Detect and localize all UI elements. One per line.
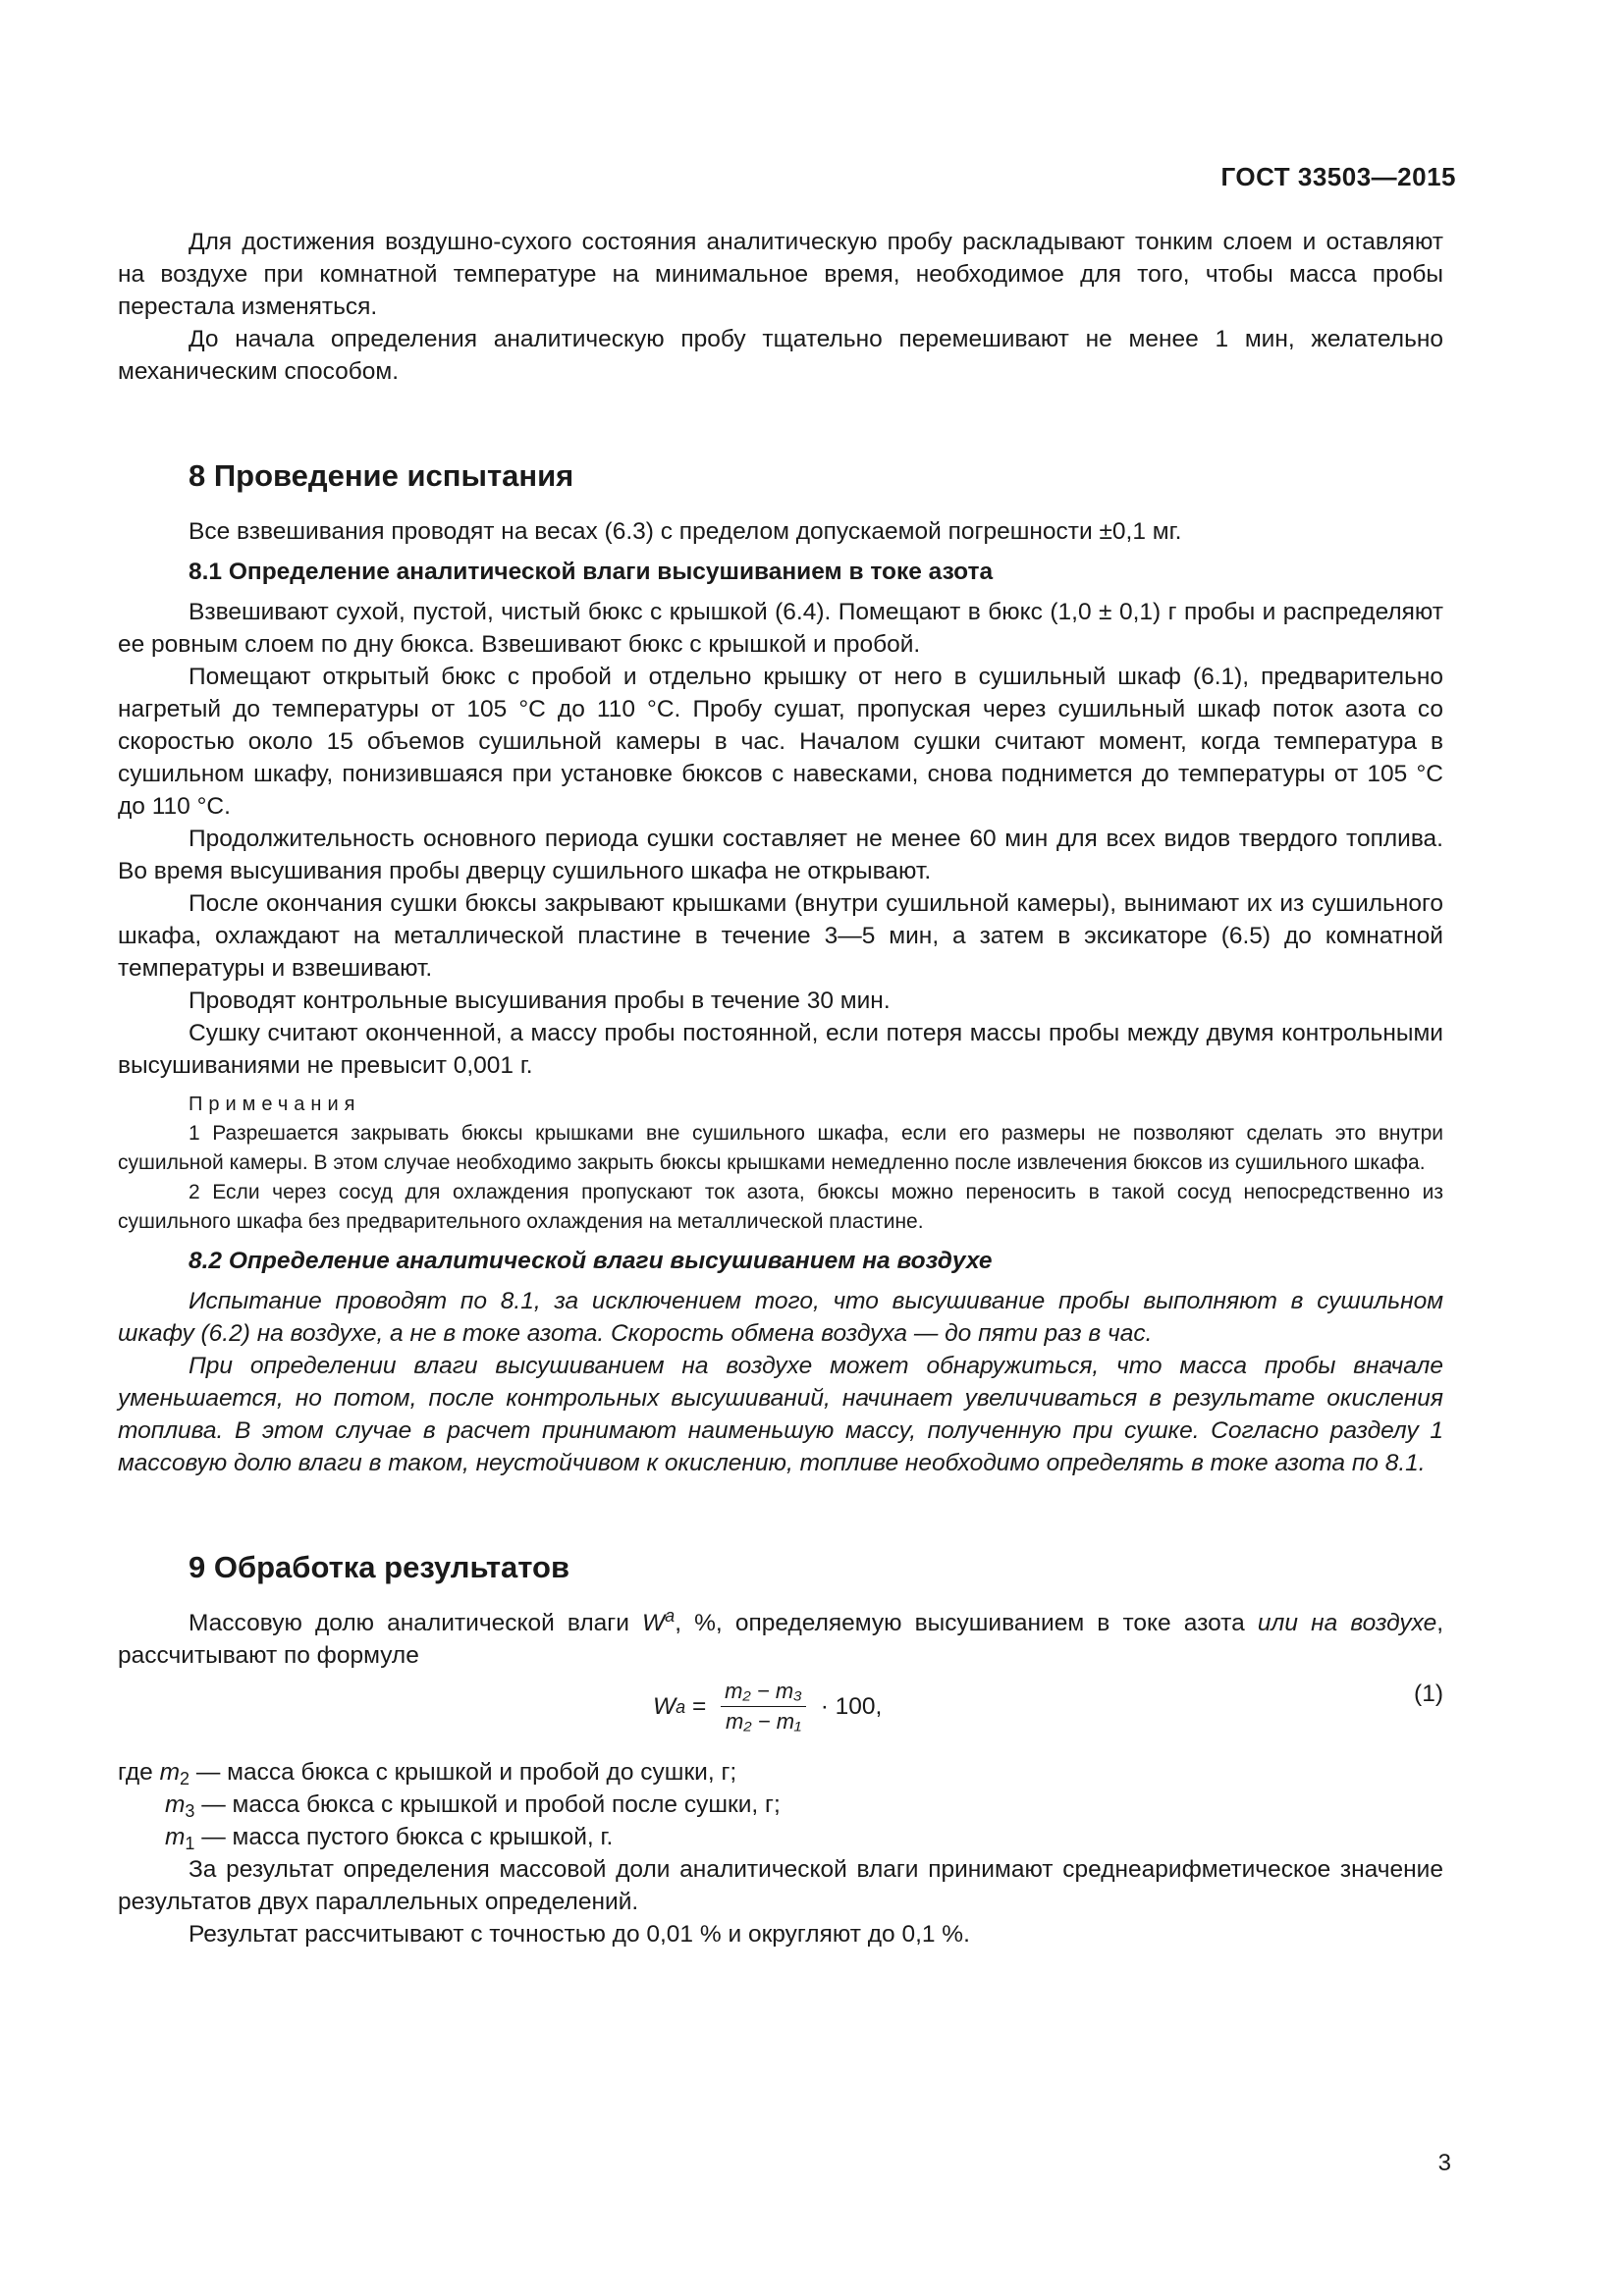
page-number: 3 (1437, 2150, 1451, 2176)
formula-expression: W a = $\frac{\text{m₂ − m₃}}{\text{m₂ − m₁}}$ · 100, (653, 1679, 883, 1734)
note-2: 2 Если через сосуд для охлаждения пропускают ток азота, бюксы можно переносить в такой сосуд непосредственно из сушильного шкафа без предварительного охлаждения на металлической пластине. (118, 1181, 1443, 1233)
formula-numerator: m₂ − m₃ (721, 1678, 806, 1707)
section-9-paragraph-3: Результат рассчитывают с точностью до 0,01 % и округляют до 0,1 %. (189, 1921, 970, 1948)
variable-definitions (118, 1756, 1443, 1853)
formula-denominator: m₂ − m₁ (725, 1709, 802, 1734)
section-8-title: 8 Проведение испытания (189, 458, 574, 493)
variable-definition: $m_1$ — масса пустого бюкса с крышкой, г. (165, 1824, 614, 1853)
intro-paragraph-1: Для достижения воздушно-сухого состояния аналитическую пробу раскладывают тонким слоем и оставляют на воздухе при комнатной температуре на минимальное время, необходимое для того, чтобы масса пробы перестала изменяться. (118, 229, 1443, 320)
section-9-title: 9 Обработка результатов (189, 1550, 570, 1584)
s81-paragraph: Продолжительность основного периода сушки составляет не менее 60 мин для всех видов твердого топлива. Во время высушивания пробы дверцу сушильного шкафа не открывают. (118, 826, 1443, 884)
standard-code: ГОСТ 33503—2015 (1220, 162, 1456, 191)
formula-fraction (721, 1678, 806, 1735)
s81-paragraph: Взвешивают сухой, пустой, чистый бюкс с крышкой (6.4). Помещают в бюкс (1,0 ± 0,1) г пробы и распределяют ее ровным слоем по дну бюкса. Взвешивают бюкс с крышкой и пробой. (118, 599, 1443, 658)
subsection-8-2-title: 8.2 Определение аналитической влаги высушиванием на воздухе (189, 1248, 993, 1274)
s81-paragraph: Сушку считают оконченной, а массу пробы постоянной, если потеря массы пробы между двумя контрольными высушиваниями не превысит 0,001 г. (118, 1020, 1443, 1079)
section-9-paragraph-2: За результат определения массовой доли аналитической влаги принимают среднеарифметическое значение результатов двух параллельных определений. (118, 1856, 1443, 1915)
intro-paragraph-2: До начала определения аналитическую пробу тщательно перемешивают не менее 1 мин, желательно механическим способом. (118, 326, 1443, 385)
document-body (118, 226, 1443, 1950)
variable-definition: где $m_2$ — масса бюкса с крышкой и пробой до сушки, г; (118, 1759, 737, 1789)
note-1: 1 Разрешается закрывать бюксы крышками вне сушильного шкафа, если его размеры не позволяют сделать это внутри сушильной камеры. В этом случае необходимо закрыть бюксы крышками немедленно после извлечения бюксов из сушильного шкафа. (118, 1122, 1443, 1174)
subsection-8-1-title: 8.1 Определение аналитической влаги высушиванием в токе азота (189, 559, 994, 585)
section-9-paragraph-1: Массовую долю аналитической влаги $W^a$, %, определяемую высушиванием в токе азота или на воздухе, рассчитывают по формуле (118, 1606, 1444, 1669)
s82-paragraph: При определении влаги высушиванием на воздухе может обнаружиться, что масса пробы вначале уменьшается, но потом, после контрольных высушиваний, начинает увеличиваться в результате окисления топлива. В этом случае в расчет принимают наименьшую массу, полученную при сушке. Согласно разделу 1 массовую долю влаги в таком, неустойчивом к окислению, топливе необходимо определять в токе азота по 8.1. (118, 1353, 1443, 1476)
s81-paragraph: Помещают открытый бюкс с пробой и отдельно крышку от него в сушильный шкаф (6.1), предварительно нагретый до температуры от 105 °С до 110 °С. Пробу сушат, пропуская через сушильный шкаф поток азота со скоростью около 15 объемов сушильной камеры в час. Началом сушки считают момент, когда температура в сушильном шкафу, понизившаяся при установке бюксов с навесками, снова поднимется до температуры от 105 °С до 110 °С. (118, 664, 1443, 820)
s82-paragraph: Испытание проводят по 8.1, за исключением того, что высушивание пробы выполняют в сушильном шкафу (6.2) на воздухе, а не в токе азота. Скорость обмена воздуха — до пяти раз в час. (118, 1288, 1443, 1347)
notes-title: Примечания (189, 1094, 361, 1115)
s81-paragraph: После окончания сушки бюксы закрывают крышками (внутри сушильной камеры), вынимают их из сушильного шкафа, охлаждают на металлической пластине в течение 3—5 мин, а затем в эксикаторе (6.5) до комнатной температуры и взвешивают. (118, 890, 1443, 982)
formula-number: (1) (1414, 1681, 1443, 1707)
formula-1 (118, 1672, 1443, 1756)
document-page (118, 0, 1456, 2296)
section-8-paragraph: Все взвешивания проводят на весах (6.3) с пределом допускаемой погрешности ±0,1 мг. (189, 518, 1182, 545)
s81-paragraph: Проводят контрольные высушивания пробы в течение 30 мин. (189, 988, 891, 1014)
variable-definition: $m_3$ — масса бюкса с крышкой и пробой после сушки, г; (165, 1791, 781, 1821)
